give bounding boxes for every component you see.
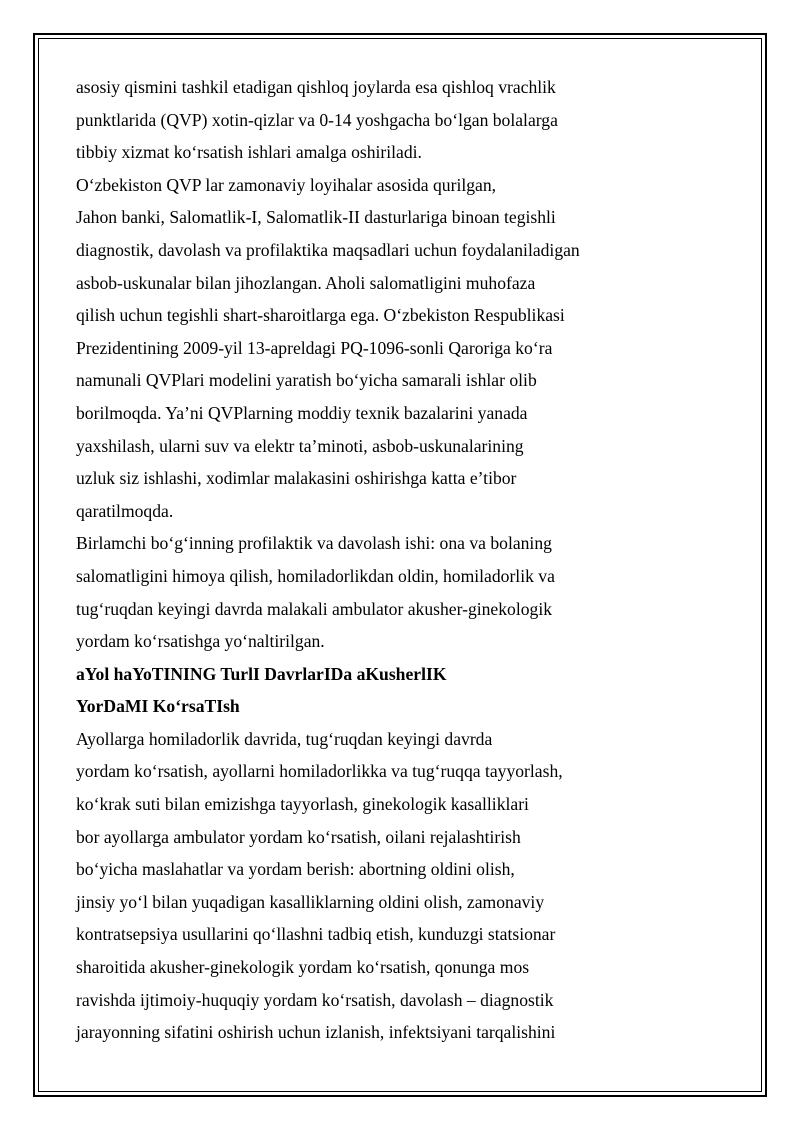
text-line: qaratilmoqda. [76,500,174,521]
text-line: asbob-uskunalar bilan jihozlangan. Aholi salomatligini muhofaza [76,272,536,293]
text-line: borilmoqda. Ya’ni QVPlarning moddiy texnik bazalarini yanada [76,402,528,423]
heading-line: YorDaMI Ko‘rsaTIsh [76,696,240,717]
heading-line: aYol haYoTINING TurlI DavrlarIDa aKusherlIK [76,663,447,684]
paragraph-rural-clinics [76,71,676,169]
text-line: tibbiy xizmat ko‘rsatish ishlari amalga oshiriladi. [76,142,422,163]
text-line: asosiy qismini tashkil etadigan qishloq joylarda esa qishloq vrachlik [76,77,556,97]
text-line: ravishda ijtimoiy-huquqiy yordam ko‘rsatish, davolash – diagnostik [76,989,554,1010]
text-line: bor ayollarga ambulator yordam ko‘rsatish, oilani rejalashtirish [76,826,521,847]
text-line: namunali QVPlari modelini yaratish bo‘yicha samarali ishlar olib [76,370,537,391]
text-line: Birlamchi bo‘g‘inning profilaktik va davolash ishi: ona va bolaning [76,533,552,554]
text-line: bo‘yicha maslahatlar va yordam berish: abortning oldini olish, [76,859,515,880]
section-heading [76,658,676,723]
text-line: Ayollarga homiladorlik davrida, tug‘ruqdan keyingi davrda [76,728,493,749]
text-line: jarayonning sifatini oshirish uchun izlanish, infektsiyani tarqalishini [76,1022,556,1043]
text-line: ko‘krak suti bilan emizishga tayyorlash, ginekologik kasalliklari [76,794,529,815]
text-line: salomatligini himoya qilish, homiladorlikdan oldin, homiladorlik va [76,565,555,586]
text-line: Jahon banki, Salomatlik-I, Salomatlik-II dasturlariga binoan tegishli [76,207,556,228]
text-line: yaxshilash, ularni suv va elektr ta’minoti, asbob-uskunalarining [76,435,524,456]
text-line: kontratsepsiya usullarini qo‘llashni tadbiq etish, kunduzgi statsionar [76,924,556,945]
text-line: O‘zbekiston QVP lar zamonaviy loyihalar asosida qurilgan, [76,174,497,195]
paragraph-obstetric-care [76,723,676,1049]
text-line: punktlarida (QVP) xotin-qizlar va 0-14 yoshgacha bo‘lgan bolalarga [76,109,558,130]
text-line: qilish uchun tegishli shart-sharoitlarga ega. O‘zbekiston Respublikasi [76,305,565,326]
text-line: uzluk siz ishlashi, xodimlar malakasini oshirishga katta e’tibor [76,468,517,489]
text-line: tug‘ruqdan keyingi davrda malakali ambulator akusher-ginekologik [76,598,553,619]
text-line: Prezidentining 2009-yil 13-apreldagi PQ-1096-sonli Qaroriga ko‘ra [76,337,553,358]
paragraph-qvp-equipment [76,169,676,528]
text-line: jinsiy yo‘l bilan yuqadigan kasalliklarning oldini olish, zamonaviy [76,891,545,912]
text-line: diagnostik, davolash va profilaktika maqsadlari uchun foydalaniladigan [76,239,580,260]
text-line: yordam ko‘rsatish, ayollarni homiladorlikka va tug‘ruqqa tayyorlash, [76,761,563,782]
document-body [76,71,676,1049]
paragraph-primary-care [76,527,676,657]
text-line: sharoitida akusher-ginekologik yordam ko‘rsatish, qonunga mos [76,957,530,978]
text-line: yordam ko‘rsatishga yo‘naltirilgan. [76,631,325,652]
